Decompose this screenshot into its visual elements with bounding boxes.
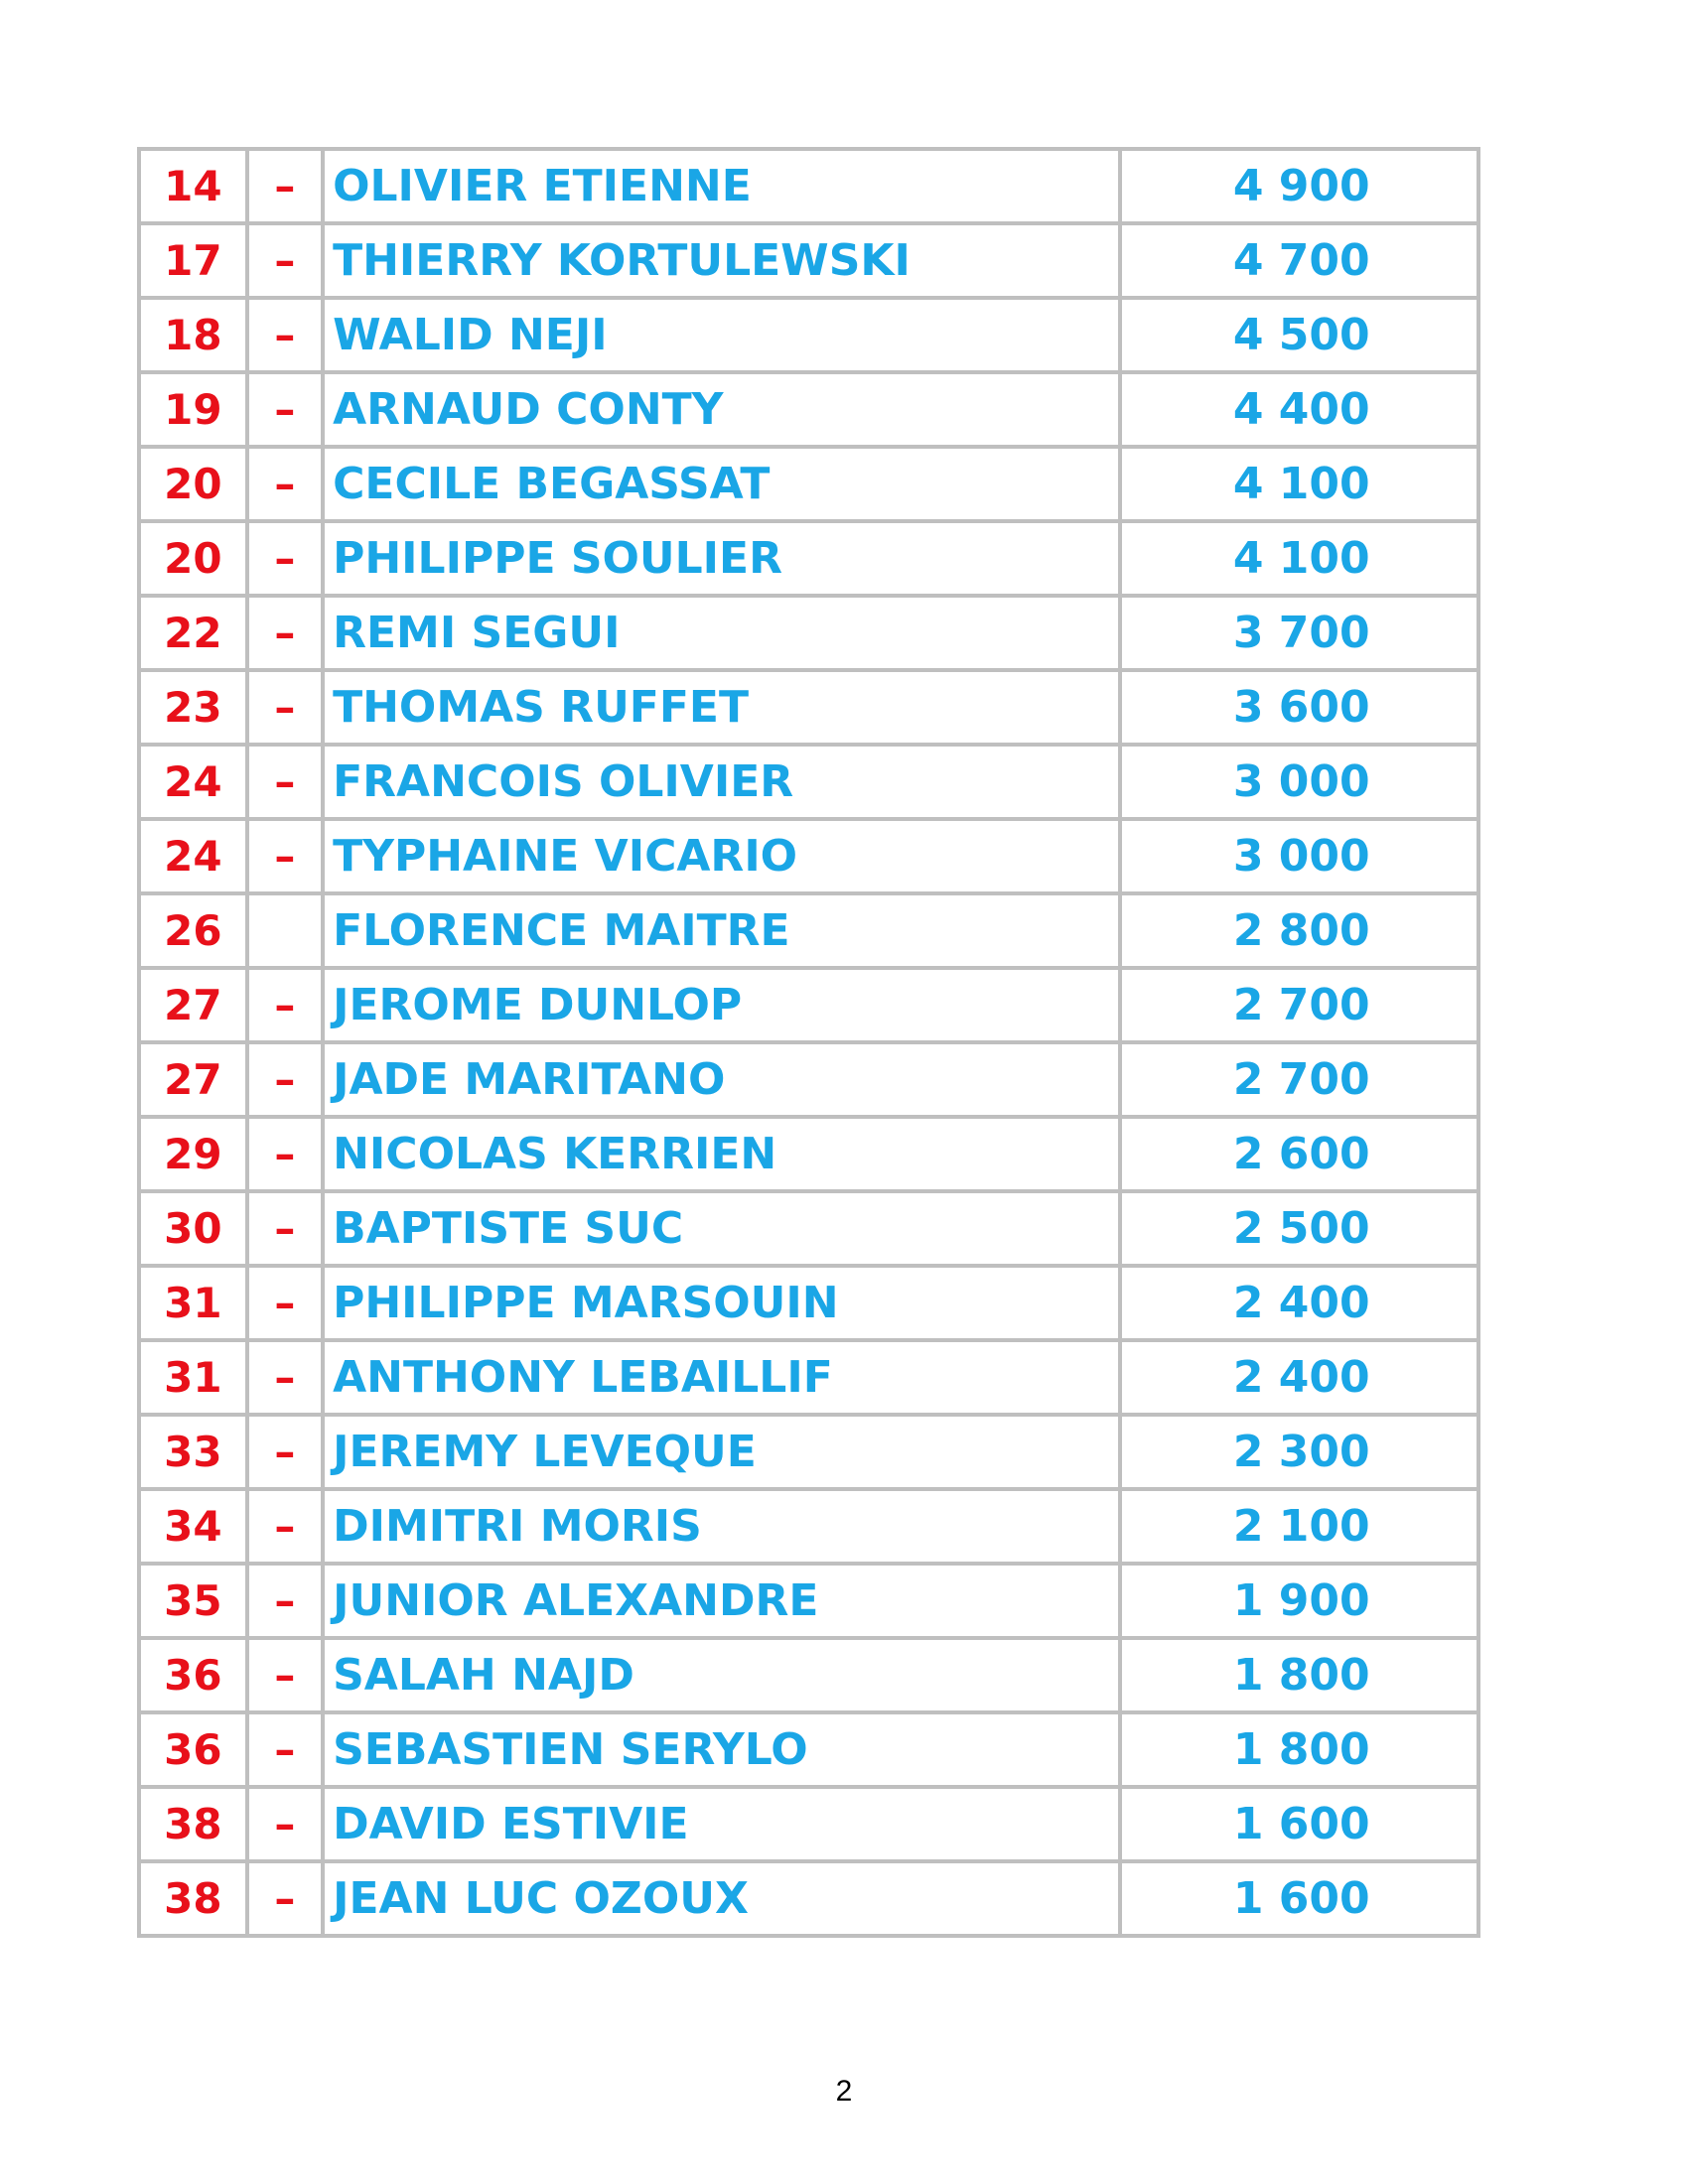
table-row: [139, 1340, 1478, 1415]
points-cell: 3 000: [1120, 745, 1478, 819]
rank-cell: 34: [139, 1489, 247, 1564]
table-row: [139, 521, 1478, 596]
points-cell: 1 800: [1120, 1712, 1478, 1787]
name-cell: DIMITRI MORIS: [323, 1489, 1120, 1564]
dash-cell: –: [247, 521, 323, 596]
dash-cell: –: [247, 447, 323, 521]
name-cell: JADE MARITANO: [323, 1042, 1120, 1117]
points-cell: 2 300: [1120, 1415, 1478, 1489]
rank-cell: 27: [139, 1042, 247, 1117]
table-row: [139, 1191, 1478, 1266]
rank-cell: 24: [139, 745, 247, 819]
name-cell: WALID NEJI: [323, 298, 1120, 372]
table-row: [139, 1564, 1478, 1638]
name-cell: FLORENCE MAITRE: [323, 893, 1120, 968]
name-cell: JEREMY LEVEQUE: [323, 1415, 1120, 1489]
rank-cell: 26: [139, 893, 247, 968]
dash-cell: –: [247, 670, 323, 745]
dash-cell: –: [247, 1564, 323, 1638]
table-row: [139, 1117, 1478, 1191]
rank-cell: 23: [139, 670, 247, 745]
name-cell: ARNAUD CONTY: [323, 372, 1120, 447]
table-row: [139, 1266, 1478, 1340]
name-cell: JEROME DUNLOP: [323, 968, 1120, 1042]
table-row: [139, 819, 1478, 893]
table-row: [139, 1042, 1478, 1117]
dash-cell: –: [247, 1266, 323, 1340]
rank-cell: 29: [139, 1117, 247, 1191]
rank-cell: 36: [139, 1638, 247, 1712]
rank-cell: 38: [139, 1861, 247, 1936]
table-row: [139, 447, 1478, 521]
table-row: [139, 372, 1478, 447]
name-cell: TYPHAINE VICARIO: [323, 819, 1120, 893]
rank-cell: 33: [139, 1415, 247, 1489]
points-cell: 3 600: [1120, 670, 1478, 745]
ranking-table-body: [139, 149, 1478, 1936]
dash-cell: –: [247, 1712, 323, 1787]
dash-cell: –: [247, 1340, 323, 1415]
points-cell: 4 500: [1120, 298, 1478, 372]
dash-cell: –: [247, 298, 323, 372]
points-cell: 1 900: [1120, 1564, 1478, 1638]
points-cell: 2 100: [1120, 1489, 1478, 1564]
dash-cell: –: [247, 1191, 323, 1266]
dash-cell: –: [247, 968, 323, 1042]
rank-cell: 20: [139, 521, 247, 596]
rank-cell: 38: [139, 1787, 247, 1861]
dash-cell: –: [247, 1638, 323, 1712]
dash-cell: –: [247, 149, 323, 223]
name-cell: NICOLAS KERRIEN: [323, 1117, 1120, 1191]
points-cell: 2 700: [1120, 968, 1478, 1042]
name-cell: DAVID ESTIVIE: [323, 1787, 1120, 1861]
table-row: [139, 1787, 1478, 1861]
points-cell: 3 700: [1120, 596, 1478, 670]
name-cell: OLIVIER ETIENNE: [323, 149, 1120, 223]
points-cell: 2 800: [1120, 893, 1478, 968]
rank-cell: 14: [139, 149, 247, 223]
dash-cell: [247, 893, 323, 968]
table-row: [139, 298, 1478, 372]
rank-cell: 36: [139, 1712, 247, 1787]
table-row: [139, 1638, 1478, 1712]
points-cell: 2 400: [1120, 1266, 1478, 1340]
dash-cell: –: [247, 1042, 323, 1117]
table-row: [139, 1415, 1478, 1489]
points-cell: 2 700: [1120, 1042, 1478, 1117]
table-row: [139, 1712, 1478, 1787]
points-cell: 4 400: [1120, 372, 1478, 447]
name-cell: THIERRY KORTULEWSKI: [323, 223, 1120, 298]
points-cell: 3 000: [1120, 819, 1478, 893]
points-cell: 1 600: [1120, 1787, 1478, 1861]
name-cell: BAPTISTE SUC: [323, 1191, 1120, 1266]
rank-cell: 17: [139, 223, 247, 298]
name-cell: ANTHONY LEBAILLIF: [323, 1340, 1120, 1415]
dash-cell: –: [247, 745, 323, 819]
name-cell: FRANCOIS OLIVIER: [323, 745, 1120, 819]
dash-cell: –: [247, 372, 323, 447]
rank-cell: 27: [139, 968, 247, 1042]
points-cell: 4 900: [1120, 149, 1478, 223]
table-row: [139, 223, 1478, 298]
table-row: [139, 670, 1478, 745]
table-row: [139, 149, 1478, 223]
rank-cell: 31: [139, 1340, 247, 1415]
dash-cell: –: [247, 223, 323, 298]
dash-cell: –: [247, 1117, 323, 1191]
points-cell: 1 600: [1120, 1861, 1478, 1936]
name-cell: THOMAS RUFFET: [323, 670, 1120, 745]
table-row: [139, 745, 1478, 819]
rank-cell: 24: [139, 819, 247, 893]
name-cell: SALAH NAJD: [323, 1638, 1120, 1712]
rank-cell: 19: [139, 372, 247, 447]
name-cell: JEAN LUC OZOUX: [323, 1861, 1120, 1936]
points-cell: 4 100: [1120, 521, 1478, 596]
name-cell: JUNIOR ALEXANDRE: [323, 1564, 1120, 1638]
points-cell: 2 500: [1120, 1191, 1478, 1266]
table-row: [139, 968, 1478, 1042]
points-cell: 4 700: [1120, 223, 1478, 298]
rank-cell: 30: [139, 1191, 247, 1266]
rank-cell: 35: [139, 1564, 247, 1638]
page-number: 2: [835, 2075, 853, 2108]
rank-cell: 20: [139, 447, 247, 521]
dash-cell: –: [247, 596, 323, 670]
dash-cell: –: [247, 1861, 323, 1936]
name-cell: REMI SEGUI: [323, 596, 1120, 670]
rank-cell: 18: [139, 298, 247, 372]
rank-cell: 22: [139, 596, 247, 670]
dash-cell: –: [247, 1787, 323, 1861]
table-row: [139, 1861, 1478, 1936]
name-cell: PHILIPPE MARSOUIN: [323, 1266, 1120, 1340]
points-cell: 2 600: [1120, 1117, 1478, 1191]
table-row: [139, 893, 1478, 968]
dash-cell: –: [247, 1489, 323, 1564]
points-cell: 2 400: [1120, 1340, 1478, 1415]
points-cell: 1 800: [1120, 1638, 1478, 1712]
points-cell: 4 100: [1120, 447, 1478, 521]
dash-cell: –: [247, 1415, 323, 1489]
table-row: [139, 1489, 1478, 1564]
rank-cell: 31: [139, 1266, 247, 1340]
name-cell: CECILE BEGASSAT: [323, 447, 1120, 521]
ranking-table: [137, 147, 1480, 1938]
name-cell: PHILIPPE SOULIER: [323, 521, 1120, 596]
table-row: [139, 596, 1478, 670]
dash-cell: –: [247, 819, 323, 893]
name-cell: SEBASTIEN SERYLO: [323, 1712, 1120, 1787]
